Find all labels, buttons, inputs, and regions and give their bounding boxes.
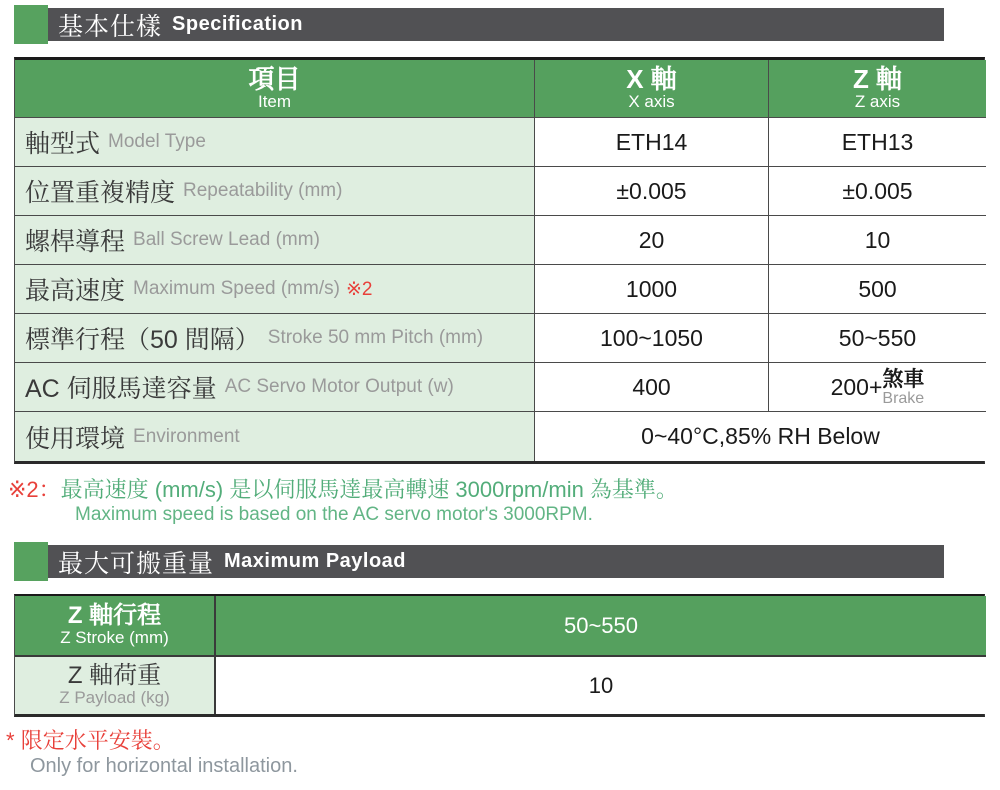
header-cell-z-axis [769, 60, 986, 118]
header-z-en: Z axis [854, 92, 901, 112]
payload-label-cn: Z 軸荷重 [67, 661, 162, 689]
label-cell [15, 167, 535, 216]
value-z: 10 [769, 216, 986, 265]
payload-row-stroke [15, 596, 984, 657]
label-cn: AC 伺服馬達容量 [25, 375, 217, 403]
specification-table [14, 57, 985, 464]
payload-row-load [15, 657, 984, 714]
label-en: Maximum Speed (mm/s) [133, 278, 340, 299]
payload-value: 10 [216, 657, 986, 714]
value-x: ETH14 [535, 118, 769, 167]
label-en: Ball Screw Lead (mm) [133, 229, 320, 250]
value-z-with-brake [769, 363, 986, 412]
installation-cn-text: 限定水平安裝。 [20, 728, 175, 753]
label-cell [15, 265, 535, 314]
value-x: 1000 [535, 265, 769, 314]
table-row-repeatability [15, 167, 984, 216]
brake-cn: 煞車 [882, 368, 925, 391]
payload-title-bar [48, 545, 944, 578]
spec-title-en: Specification [172, 13, 303, 35]
label-cn: 使用環境 [25, 424, 126, 453]
table-row-environment [15, 412, 984, 461]
table-row-ball-screw-lead [15, 216, 984, 265]
header-item-cn: 項目 [248, 63, 301, 94]
table-row-maximum-speed [15, 265, 984, 314]
label-en: Environment [133, 425, 240, 447]
value-x: ±0.005 [535, 167, 769, 216]
green-square-decoration [14, 542, 48, 581]
value-z: 50~550 [769, 314, 986, 363]
label-cn: 軸型式 [25, 130, 101, 158]
footnote-cn-text: 最高速度 (mm/s) 是以伺服馬達最高轉速 3000rpm/min 為基準。 [60, 477, 678, 502]
footnote-marker: ※2： [8, 477, 61, 502]
brake-en: Brake [882, 390, 925, 407]
payload-value: 50~550 [216, 596, 986, 657]
table-row-model-type [15, 118, 984, 167]
value-z-main: 200+ [830, 373, 883, 400]
value-z: ETH13 [769, 118, 986, 167]
header-z-cn: Z 軸 [852, 63, 903, 94]
footnote-speed [8, 477, 1000, 527]
table-header-row [15, 60, 984, 118]
payload-label-en: Z Payload (kg) [59, 688, 170, 708]
label-cell [15, 118, 535, 167]
label-en: Model Type [108, 131, 206, 152]
label-cn: 位置重複精度 [25, 179, 176, 207]
value-z: ±0.005 [769, 167, 986, 216]
header-item-en: Item [257, 92, 292, 112]
footnote-installation-cn [6, 727, 1000, 754]
value-x: 100~1050 [535, 314, 769, 363]
green-square-decoration [14, 5, 48, 44]
payload-label-en: Z Stroke (mm) [60, 628, 169, 648]
asterisk-marker: * [6, 728, 15, 753]
payload-title-en: Maximum Payload [224, 550, 407, 572]
footnote-installation [6, 727, 1000, 779]
payload-title-cn: 最大可搬重量 [58, 549, 215, 578]
payload-label-cn: Z 軸行程 [67, 601, 162, 629]
label-cn: 最高速度 [25, 277, 126, 305]
value-x: 20 [535, 216, 769, 265]
table-row-stroke [15, 314, 984, 363]
footnote-en-text: Maximum speed is based on the AC servo motor's 3000RPM. [75, 504, 593, 525]
spec-title-bar [48, 8, 944, 41]
label-cn: 標準行程（50 間隔） [25, 326, 260, 354]
footnote-speed-cn-line [8, 477, 1000, 503]
header-cell-item [15, 60, 535, 118]
label-en: Repeatability (mm) [183, 180, 343, 201]
label-cn: 螺桿導程 [25, 228, 126, 256]
payload-section-title [14, 542, 978, 581]
spec-title-cn: 基本仕樣 [58, 12, 163, 41]
header-x-en: X axis [628, 92, 675, 112]
payload-label-cell [15, 596, 216, 657]
installation-en-text: Only for horizontal installation. [30, 755, 298, 777]
brake-value [831, 367, 925, 407]
value-x: 400 [535, 363, 769, 412]
spec-section-title [14, 5, 978, 44]
label-en: AC Servo Motor Output (w) [224, 376, 454, 397]
label-en: Stroke 50 mm Pitch (mm) [267, 327, 484, 348]
label-cell [15, 363, 535, 412]
value-z: 500 [769, 265, 986, 314]
brake-stack [882, 369, 924, 407]
label-cell [15, 314, 535, 363]
label-cell [15, 412, 535, 461]
table-row-servo-output [15, 363, 984, 412]
label-cell [15, 216, 535, 265]
payload-table [14, 594, 985, 717]
footnote-marker: ※2 [345, 278, 373, 300]
header-x-cn: X 軸 [626, 63, 677, 94]
value-environment-merged: 0~40°C,85% RH Below [535, 412, 986, 461]
payload-label-cell [15, 657, 216, 714]
header-cell-x-axis [535, 60, 769, 118]
